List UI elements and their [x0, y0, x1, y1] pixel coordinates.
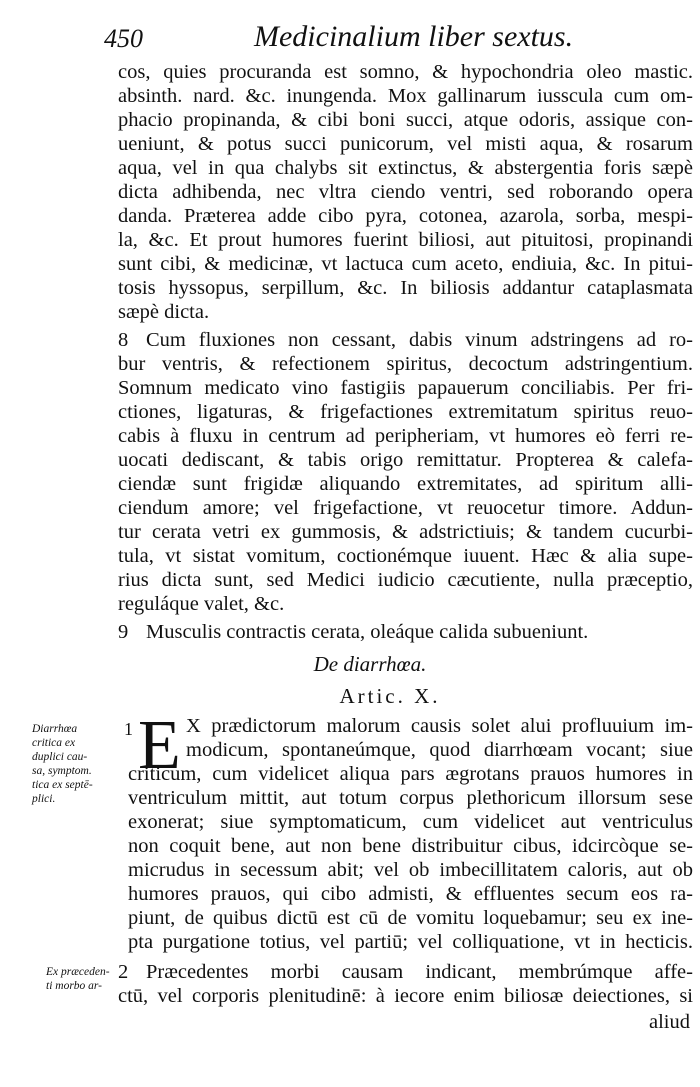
text-line: piunt, de quibus dictū est cū de vomitu loquebamur; seu ex ine-	[128, 907, 693, 929]
text-line: phacio propinanda, & cibi boni succi, atque odoris, assique con-	[118, 109, 693, 131]
section-number: 2	[118, 961, 129, 983]
section-9-text: Musculis contractis cerata, oleáque calida subueniunt.	[146, 621, 589, 643]
text-line: danda. Præterea adde cibo pyra, cotonea, azarola, sorba, mespi-	[118, 205, 693, 227]
text-line: ciendæ sunt frigidæ aliquando extremitates, ad spiritum alli-	[118, 473, 693, 495]
text-line: tosis hyssopus, serpillum, &c. In biliosis addantur cataplasmata	[118, 277, 693, 299]
text-line: Somnum medicato vino fastigiis papauerum conciliabis. Per fri-	[118, 377, 693, 399]
text-line: reguláque valet, &c.	[118, 593, 285, 615]
text-line: ctiones, ligaturas, & frigefactiones extremitatum spiritus reuo-	[118, 401, 693, 423]
margin-note: Ex præceden- ti morbo ar-	[46, 966, 110, 992]
section-8-first-line	[118, 328, 693, 352]
text-line: non coquit bene, aut non bene distribuitur cibus, idcircòque se-	[128, 835, 693, 857]
section-title: De diarrhœa.	[313, 652, 427, 676]
text-line: dicta adhibenda, nec vltra ciendo ventri, sed roborando opera	[118, 181, 693, 203]
text-line: tur cerata vetri ex gummosis, & adstrictiuis; & tandem cucurbi-	[118, 521, 693, 543]
text-line: ventriculum mittit, aut totum corpus plethoricum illorsum sese	[128, 787, 693, 809]
text-line: ciendum amore; vel frigefactione, vt reuocetur timore. Addun-	[118, 497, 693, 519]
text-line: bur ventris, & refectionem spiritus, decoctum adstringentium.	[118, 353, 693, 375]
text-line: X prædictorum malorum causis solet alui profluuium im-	[186, 715, 693, 737]
text-line: aqua, vel in qua chalybs sit extinctus, & abstergentia foris sæpè	[118, 157, 693, 179]
text-line: humores prauos, qui cibo admisti, & effluentes secum eos ra-	[128, 883, 693, 905]
text-line: modicum, spontaneúmque, quod diarrhœam vocant; siue	[186, 739, 693, 761]
text-line: uocati dediscant, & tabis origo remittatur. Propterea & calefa-	[118, 449, 693, 471]
text-line: la, &c. Et prout humores fuerint biliosi, aut pituitosi, propinandi	[118, 229, 693, 251]
text-line: pta purgatione totius, vel partiū; vel colliquatione, vt in hecticis.	[128, 931, 693, 953]
text-line: absinth. nard. &c. inungenda. Mox gallinarum iusscula cum om-	[118, 85, 693, 107]
page-header	[104, 20, 664, 60]
text-line: exonerat; siue symptomaticum, cum videlicet aut ventriculus	[128, 811, 693, 833]
section-2-first-line	[118, 960, 693, 984]
section-2-text: Præcedentes morbi causam indicant, membrúmque affe-	[146, 961, 693, 983]
running-title: Medicinalium liber sextus.	[254, 20, 574, 53]
text-line: micrudus in secessum abit; vel ob imbecillitatem caloris, aut ob	[128, 859, 693, 881]
text-line: cos, quies procuranda est somno, & hypochondria oleo mastic.	[118, 61, 693, 83]
text-line: ueniunt, & potus succi punicorum, vel misti aqua, & rosarum	[118, 133, 693, 155]
catchword: aliud	[649, 1011, 690, 1033]
section-9-line	[118, 620, 693, 644]
section-8-text: Cum fluxiones non cessant, dabis vinum adstringens ad ro-	[146, 329, 693, 351]
margin-number: 1	[124, 719, 133, 739]
section-number: 9	[118, 621, 129, 643]
margin-note: Diarrhœa critica ex duplici cau- sa, symptom. tica ex septē- plici.	[32, 723, 93, 805]
article-heading: Artic. X.	[339, 684, 441, 708]
text-line: rius dicta sunt, sed Medici iudicio cæcutiente, nulla præceptio,	[118, 569, 693, 591]
text-line: criticum, cum videlicet aliqua pars ægrotans prauos humores in	[128, 763, 693, 785]
text-line: tula, vt sistat vomitum, coctionémque iuuent. Hæc & alia supe-	[118, 545, 693, 567]
text-line: cabis à fluxu in centrum ad peripheriam, vt humores eò ferri re-	[118, 425, 693, 447]
page-number: 450	[104, 24, 143, 53]
section-number: 8	[118, 329, 129, 351]
drop-cap: E	[138, 707, 181, 784]
text-line: sunt cibi, & medicinæ, vt lactuca cum aceto, endiuia, &c. In pitui-	[118, 253, 693, 275]
text-line: ctū, vel corporis plenitudinē: à iecore enim biliosæ deiectiones, si	[118, 985, 693, 1007]
text-line: sæpè dicta.	[118, 301, 210, 323]
